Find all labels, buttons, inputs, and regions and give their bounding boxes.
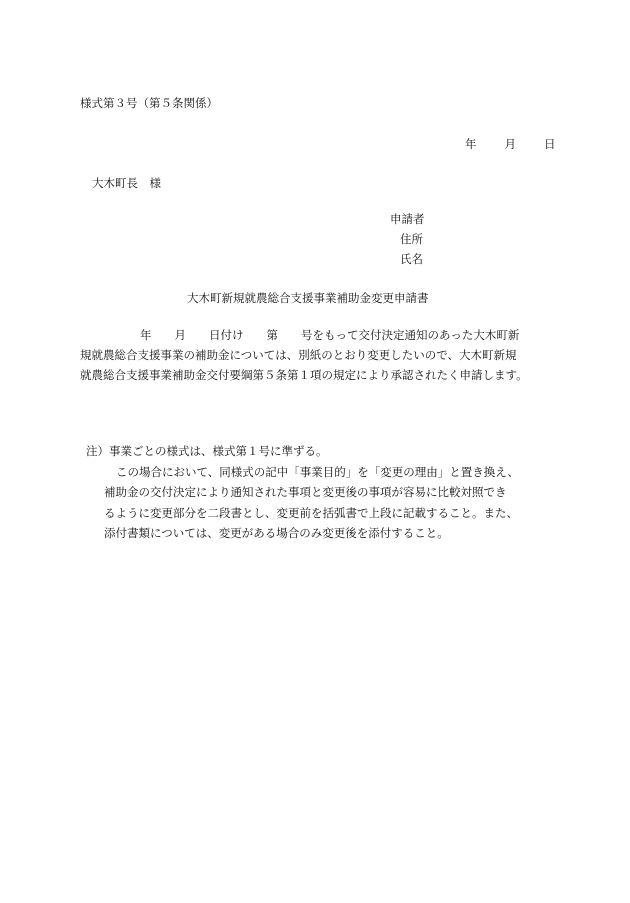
note-line: 注）事業ごとの様式は、様式第１号に準ずる。 xyxy=(86,444,328,458)
document-title: 大木町新規就農総合支援事業補助金変更申請書 xyxy=(187,291,429,305)
note-line: この場合において、同様式の記中「事業目的」を「変更の理由」と置き換え、 xyxy=(116,464,519,479)
date-day-label: 日 xyxy=(544,137,556,151)
body-text xyxy=(80,325,560,385)
body-line: 就農総合支援事業補助金交付要綱第５条第１項の規定により承認されたく申請します。 xyxy=(80,368,528,382)
date-year-label: 年 xyxy=(465,137,477,151)
applicant-label: 申請者 xyxy=(390,212,425,226)
note-line: 補助金の交付決定により通知された事項と変更後の事項が容易に比較対照でき xyxy=(104,485,507,499)
note xyxy=(86,441,519,544)
date-month-label: 月 xyxy=(504,137,516,151)
date-line xyxy=(465,136,556,152)
note-line: るように変更部分を二段書とし、変更前を括弧書で上段に記載すること。また、 xyxy=(104,505,518,520)
name-label: 氏名 xyxy=(400,252,423,266)
form-number: 様式第３号（第５条関係） xyxy=(80,96,218,110)
body-line: 規就農総合支援事業の補助金については、別紙のとおり変更したいので、大木町新規 xyxy=(80,348,517,362)
note-line: 添付書類については、変更がある場合のみ変更後を添付すること。 xyxy=(104,526,449,540)
address-label: 住所 xyxy=(400,232,423,246)
body-line: 年 月 日付け 第 号をもって交付決定通知のあった大木町新 xyxy=(140,328,520,342)
addressee: 大木町長 様 xyxy=(92,176,161,190)
